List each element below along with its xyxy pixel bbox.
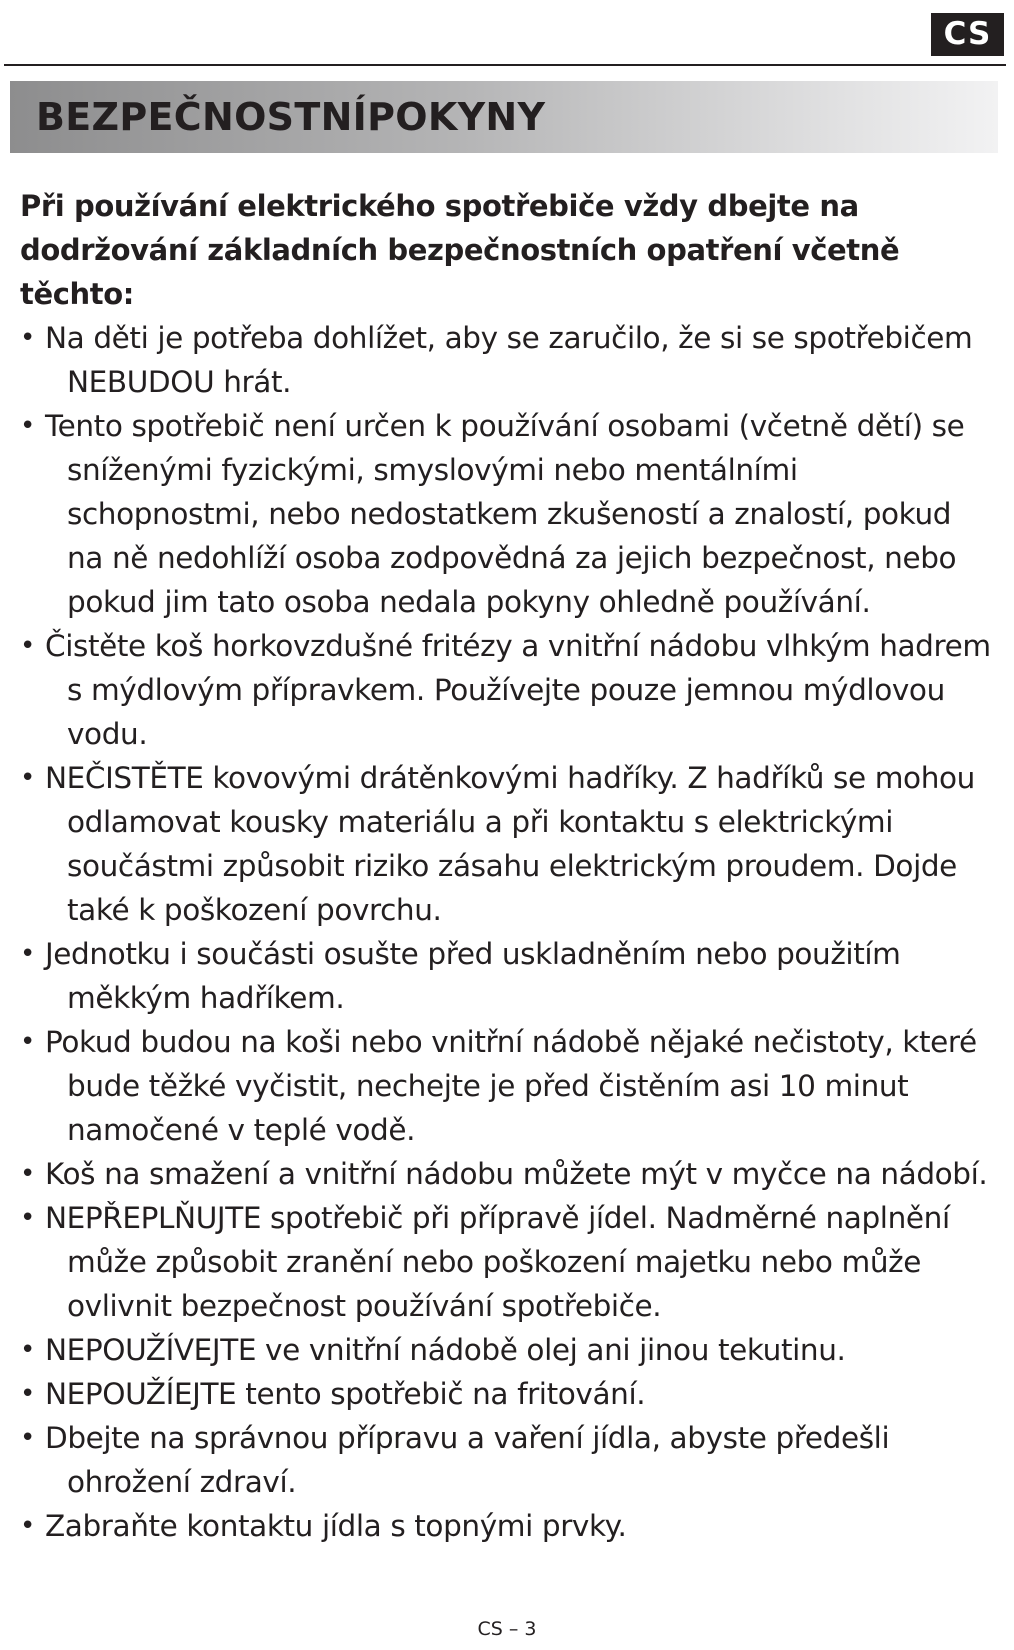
bullet-icon: • (20, 1335, 35, 1365)
list-item-text: Tento spotřebič není určen k používání osobami (včetně dětí) se sníženými fyzickými, smyslovými nebo mentálními schopnostmi, nebo nedostatkem zkušeností a znalostí, pokud na ně nedohlíží osoba zodpovědná za jejich bezpečnost, nebo pokud jim tato osoba nedala pokyny ohledně používání. (45, 409, 965, 619)
safety-instructions (20, 184, 995, 1548)
list-item (20, 932, 995, 1020)
language-badge: CS (931, 13, 1004, 56)
bullet-icon: • (20, 1423, 35, 1453)
bullet-icon: • (20, 631, 35, 661)
list-item (20, 316, 995, 404)
bullet-icon: • (20, 763, 35, 793)
section-title: BEZPEČNOSTNÍPOKYNY (36, 95, 546, 139)
list-item (20, 1152, 995, 1196)
list-item (20, 1196, 995, 1328)
bullet-icon: • (20, 939, 35, 969)
list-item-text: Koš na smažení a vnitřní nádobu můžete mýt v myčce na nádobí. (45, 1157, 988, 1191)
bullet-icon: • (20, 1379, 35, 1409)
list-item-text: Zabraňte kontaktu jídla s topnými prvky. (45, 1509, 627, 1543)
list-item-text: NEČISTĚTE kovovými drátěnkovými hadříky. Z hadříků se mohou odlamovat kousky materiálu a při kontaktu s elektrickými součástmi způsobit riziko zásahu elektrickým proudem. Dojde také k poškození povrchu. (45, 761, 975, 927)
list-item-text: NEPŘEPLŇUJTE spotřebič při přípravě jídel. Nadměrné naplnění může způsobit zranění nebo poškození majetku nebo může ovlivnit bezpečnost používání spotřebiče. (45, 1201, 950, 1323)
list-item (20, 624, 995, 756)
list-item-text: Dbejte na správnou přípravu a vaření jídla, abyste předešli ohrožení zdraví. (45, 1421, 890, 1499)
list-item (20, 1328, 995, 1372)
list-item-text: Na děti je potřeba dohlížet, aby se zaručilo, že si se spotřebičem NEBUDOU hrát. (45, 321, 973, 399)
bullet-icon: • (20, 411, 35, 441)
list-item-text: Pokud budou na koši nebo vnitřní nádobě nějaké nečistoty, které bude těžké vyčistit, nechejte je před čistěním asi 10 minut namočené v teplé vodě. (45, 1025, 977, 1147)
bullet-icon: • (20, 1203, 35, 1233)
list-item-text: NEPOUŽÍVEJTE ve vnitřní nádobě olej ani jinou tekutinu. (45, 1333, 846, 1367)
list-item (20, 1416, 995, 1504)
intro-paragraph: Při používání elektrického spotřebiče vždy dbejte na dodržování základních bezpečnostních opatření včetně těchto: (20, 189, 900, 311)
bullet-icon: • (20, 1159, 35, 1189)
list-item (20, 756, 995, 932)
list-item (20, 1372, 995, 1416)
list-item-text: Čistěte koš horkovzdušné fritézy a vnitřní nádobu vlhkým hadrem s mýdlovým přípravkem. Používejte pouze jemnou mýdlovou vodu. (45, 629, 991, 751)
page-number: CS – 3 (477, 1618, 537, 1640)
list-item (20, 1504, 995, 1548)
bullet-icon: • (20, 323, 35, 353)
list-item (20, 1020, 995, 1152)
header-divider (4, 64, 1006, 66)
bullet-icon: • (20, 1511, 35, 1541)
bullet-icon: • (20, 1027, 35, 1057)
list-item-text: NEPOUŽÍEJTE tento spotřebič na fritování. (45, 1377, 646, 1411)
list-item (20, 404, 995, 624)
bullet-list (20, 316, 995, 1548)
list-item-text: Jednotku i součásti osušte před uskladněním nebo použitím měkkým hadříkem. (45, 937, 901, 1015)
section-title-bar (10, 81, 998, 153)
